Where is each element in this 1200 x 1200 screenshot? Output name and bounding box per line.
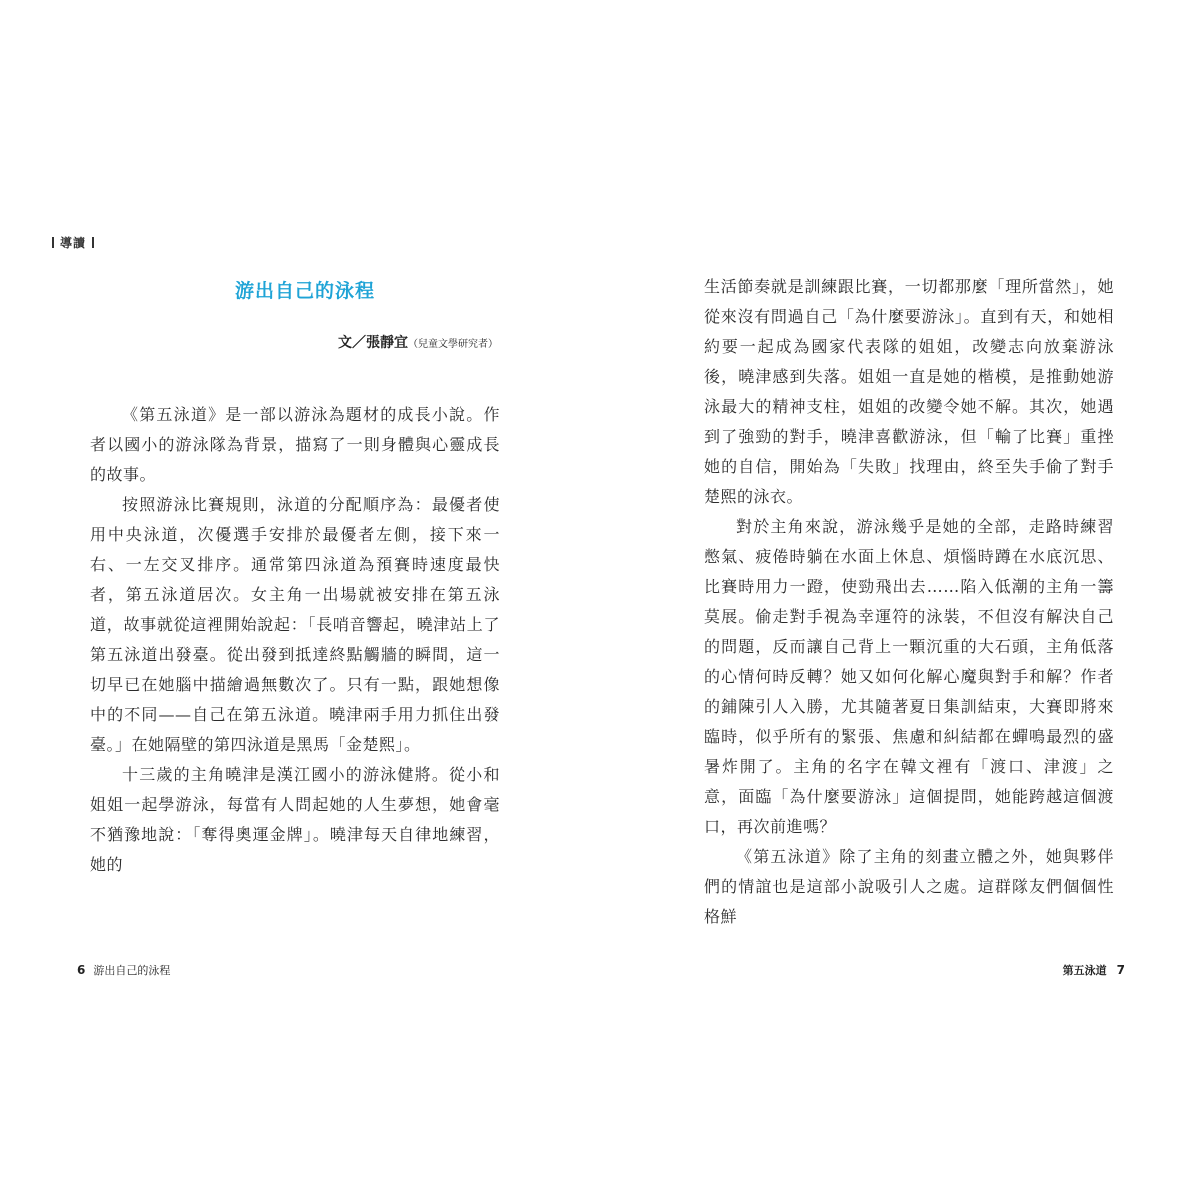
left-footer bbox=[77, 962, 170, 978]
right-body-text bbox=[704, 272, 1114, 932]
byline-author: 文／張靜宜 bbox=[338, 335, 408, 351]
right-page bbox=[600, 0, 1200, 1200]
byline bbox=[338, 332, 498, 352]
label-bar-right bbox=[92, 237, 94, 248]
right-footer bbox=[1063, 962, 1125, 978]
paragraph: 《第五泳道》是一部以游泳為題材的成長小說。作者以國小的游泳隊為背景，描寫了一則身體與心靈成長的故事。 bbox=[90, 405, 500, 484]
label-bar-left bbox=[52, 237, 54, 248]
page-number-right: 7 bbox=[1116, 963, 1125, 977]
running-title-right: 第五泳道 bbox=[1062, 964, 1107, 977]
paragraph: 十三歲的主角曉津是漢江國小的游泳健將。從小和姐姐一起學游泳，每當有人問起她的人生夢想，她會毫不猶豫地說：「奪得奧運金牌」。曉津每天自律地練習，她的 bbox=[90, 765, 500, 874]
paragraph: 按照游泳比賽規則，泳道的分配順序為：最優者使用中央泳道，次優選手安排於最優者左側，接下來一右、一左交叉排序。通常第四泳道為預賽時速度最快者，第五泳道居次。女主角一出場就被安排在第五泳道，故事就從這裡開始說起：「長哨音響起，曉津站上了第五泳道出發臺。從出發到抵達終點觸牆的瞬間，這一切早已在她腦中描繪過無數次了。只有一點，跟她想像中的不同——自己在第五泳道。曉津兩手用力抓住出發臺。」在她隔壁的第四泳道是黑馬「金楚熙」。 bbox=[90, 495, 500, 754]
section-label-text: 導讀 bbox=[60, 236, 87, 250]
paragraph: 生活節奏就是訓練跟比賽，一切都那麼「理所當然」，她從來沒有問過自己「為什麼要游泳」。直到有天，和她相約要一起成為國家代表隊的姐姐，改變志向放棄游泳後，曉津感到失落。姐姐一直是她的楷模，是推動她游泳最大的精神支柱，姐姐的改變令她不解。其次，她遇到了強勁的對手，曉津喜歡游泳，但「輸了比賽」重挫她的自信，開始為「失敗」找理由，終至失手偷了對手楚熙的泳衣。 bbox=[704, 277, 1114, 506]
left-body-text bbox=[90, 400, 500, 880]
section-label bbox=[46, 234, 100, 251]
running-title-left: 游出自己的泳程 bbox=[93, 964, 171, 977]
paragraph: 對於主角來說，游泳幾乎是她的全部，走路時練習憋氣、疲倦時躺在水面上休息、煩惱時蹲在水底沉思、比賽時用力一蹬，使勁飛出去……陷入低潮的主角一籌莫展。偷走對手視為幸運符的泳裝，不但沒有解決自己的問題，反而讓自己背上一顆沉重的大石頭，主角低落的心情何時反轉？她又如何化解心魔與對手和解？作者的鋪陳引人入勝，尤其隨著夏日集訓結束，大賽即將來臨時，似乎所有的緊張、焦慮和糾結都在蟬鳴最烈的盛暑炸開了。主角的名字在韓文裡有「渡口、津渡」之意，面臨「為什麼要游泳」這個提問，她能跨越這個渡口，再次前進嗎？ bbox=[704, 517, 1114, 836]
paragraph: 《第五泳道》除了主角的刻畫立體之外，她與夥伴們的情誼也是這部小說吸引人之處。這群隊友們個個性格鮮 bbox=[704, 847, 1114, 926]
page-number-left: 6 bbox=[77, 963, 86, 977]
article-title: 游出自己的泳程 bbox=[234, 280, 375, 302]
byline-note: （兒童文學研究者） bbox=[408, 339, 498, 350]
